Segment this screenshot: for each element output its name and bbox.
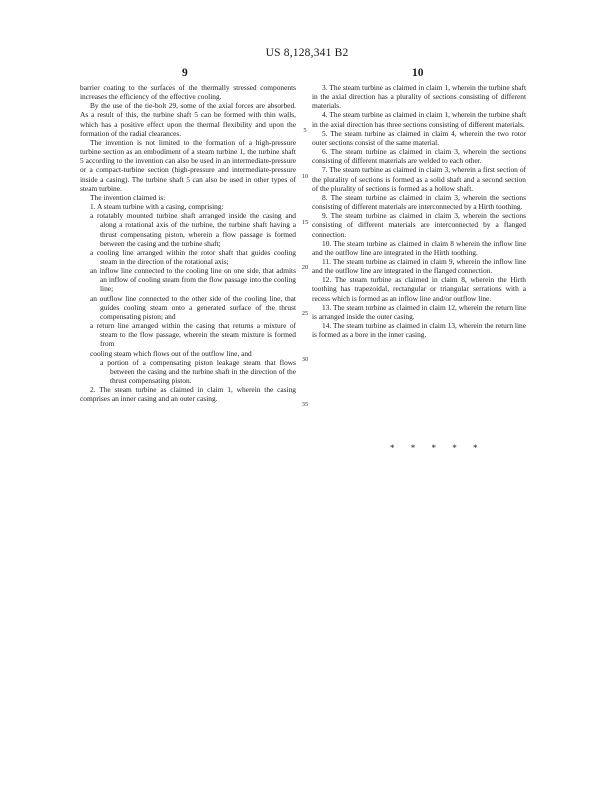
line-number: 15 <box>301 219 309 226</box>
claim-6: 6. The steam turbine as claimed in claim 3, wherein the sections consisting of different materials are welded to each other. <box>312 147 526 166</box>
claim-subelement: cooling steam which flows out of the outflow line, and <box>90 348 252 358</box>
claim-1: 1. A steam turbine with a casing, comprising: <box>90 202 224 212</box>
page-number-right: 10 <box>412 67 424 79</box>
line-number: 10 <box>301 173 309 180</box>
claim-3: 3. The steam turbine as claimed in claim 1, wherein the turbine shaft in the axial direction has a plurality of sections consisting of different materials. <box>312 83 526 111</box>
claim-7: 7. The steam turbine as claimed in claim 3, wherein a first section of the plurality of sections is formed as a solid shaft and a second section of the plurality of sections is formed as a hollow shaft. <box>312 165 526 193</box>
line-number: 20 <box>301 264 309 271</box>
claim-8: 8. The steam turbine as claimed in claim 3, wherein the sections consisting of different materials are interconnected by a Hirth toothing. <box>312 192 526 212</box>
claim-11: 11. The steam turbine as claimed in claim 9, wherein the inflow line and the outflow line are integrated in the flanged connection. <box>312 256 526 276</box>
claim-5: 5. The steam turbine as claimed in claim 4, wherein the two rotor outer sections consist of the same material. <box>312 128 526 147</box>
end-mark: * * * * * <box>390 443 485 453</box>
line-number: 5 <box>303 127 307 134</box>
paragraph: The invention is not limited to the formation of a high-pressure turbine section as an embodiment of a steam turbine 1, the turbine shaft 5 according to the invention can also be used in an intermediate-pressure or a compact-turbine section (high-pressure and intermediate-pressure inside a casing). The turbine shaft 5 can also be used in other types of steam turbine. <box>80 137 296 193</box>
claim-14: 14. The steam turbine as claimed in claim 13, wherein the return line is formed as a bore in the inner casing. <box>312 321 526 340</box>
page-number-left: 9 <box>182 67 188 79</box>
claim-element: a cooling line arranged within the rotor shaft that guides cooling steam in the direction of the rotational axis; <box>90 247 296 266</box>
claim-13: 13. The steam turbine as claimed in claim 12, wherein the return line is arranged inside the outer casing. <box>312 302 526 321</box>
left-column <box>80 83 296 403</box>
right-column <box>312 83 526 339</box>
claim-4: 4. The steam turbine as claimed in claim 1, wherein the turbine shaft in the axial direction has three sections consisting of different materials. <box>312 110 526 129</box>
claim-2: 2. The steam turbine as claimed in claim 1, wherein the casing comprises an inner casing and an outer casing. <box>80 385 296 404</box>
paragraph: barrier coating to the surfaces of the thermally stressed components increases the efficiency of the effective cooling. <box>80 83 296 102</box>
claim-element: an inflow line connected to the cooling line on one side, that admits an inflow of cooling steam from the flow passage into the cooling line; <box>90 266 296 294</box>
claim-element: a rotatably mounted turbine shaft arranged inside the casing and along a rotational axis of the turbine, the turbine shaft having a thrust compensating piston, wherein a flow passage is formed between the casing and the turbine shaft; <box>90 211 296 248</box>
line-number: 25 <box>301 310 309 317</box>
claim-element: a return line arranged within the casing that returns a mixture of steam to the flow passage, wherein the steam mixture is formed from <box>90 321 296 349</box>
patent-number: US 8,128,341 B2 <box>265 47 349 59</box>
claim-9: 9. The steam turbine as claimed in claim 3, wherein the sections consisting of different materials are interconnected by a flanged connection. <box>312 211 526 239</box>
claim-10: 10. The steam turbine as claimed in claim 8 wherein the inflow line and the outflow line are integrated in the Hirth toothing. <box>312 238 526 257</box>
claim-subelement: a portion of a compensating piston leakage steam that flows between the casing and the turbine shaft in the direction of the thrust compensating piston. <box>100 357 296 385</box>
paragraph: By the use of the tie-bolt 29, some of the axial forces are absorbed. As a result of this, the turbine shaft 5 can be formed with thin walls, which has a positive effect upon the thermal flexibility and upon the formation of the radial clearances. <box>80 101 296 138</box>
line-number: 35 <box>301 401 309 408</box>
claim-element: an outflow line connected to the other side of the cooling line, that guides cooling steam onto a generated surface of the thrust compensating piston; and <box>90 293 296 321</box>
claim-12: 12. The steam turbine as claimed in claim 8, wherein the Hirth toothing has trapezoidal, rectangular or triangular serrations with a recess which is formed as an inflow line and/or outflow line. <box>312 275 526 303</box>
claims-heading: The invention claimed is: <box>90 192 166 202</box>
line-number: 30 <box>301 356 309 363</box>
